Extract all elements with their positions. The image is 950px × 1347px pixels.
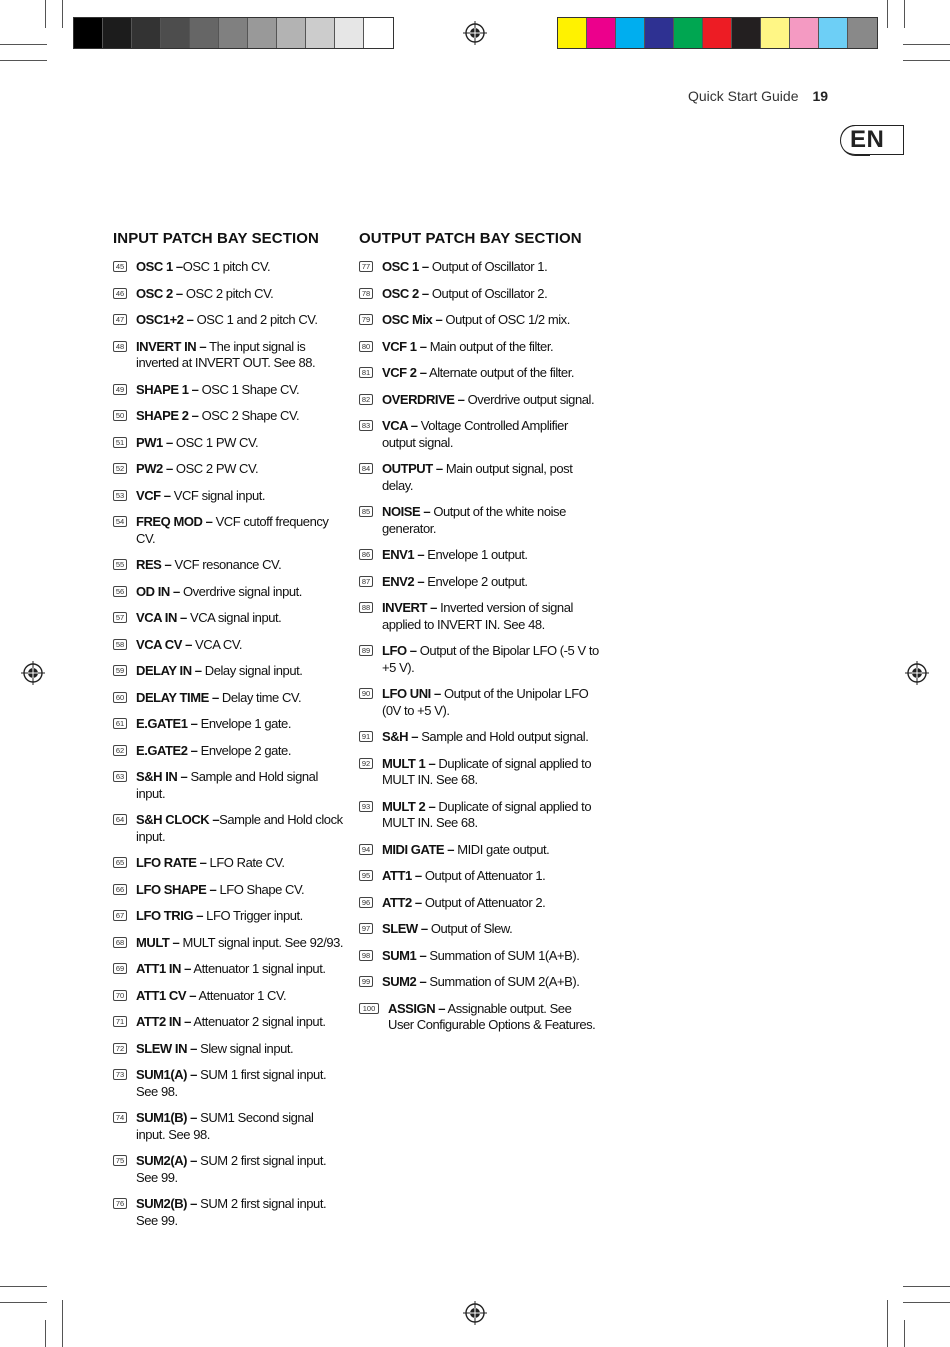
item-term: DELAY TIME – <box>136 689 219 705</box>
section-heading: OUTPUT PATCH BAY SECTION <box>359 230 582 247</box>
item-number-badge: 77 <box>359 261 373 272</box>
calibration-swatch <box>219 18 248 48</box>
item-number-badge: 45 <box>113 261 127 272</box>
crop-mark <box>62 1300 63 1347</box>
item-number-badge: 82 <box>359 394 373 405</box>
item-number-badge: 98 <box>359 950 373 961</box>
item-number-badge: 79 <box>359 314 373 325</box>
item-description: VCA signal input. <box>186 610 282 625</box>
list-item <box>359 259 599 276</box>
list-item <box>359 948 599 965</box>
list-item <box>113 488 345 505</box>
item-number-badge: 92 <box>359 758 373 769</box>
item-description: MIDI gate output. <box>454 841 550 857</box>
item-description: Main output signal, post delay. <box>382 461 573 493</box>
item-number-badge: 60 <box>113 692 127 703</box>
item-term: OVERDRIVE – <box>382 391 465 407</box>
item-number-badge: 76 <box>113 1198 127 1209</box>
item-description: Attenuator 1 CV. <box>196 987 287 1003</box>
item-term: DELAY IN – <box>136 663 202 678</box>
item-term: VCA – <box>382 418 418 433</box>
crop-mark <box>0 1302 47 1303</box>
item-description: SUM 2 first signal input. See 99. <box>136 1196 327 1228</box>
crop-mark <box>903 1286 950 1287</box>
item-term: SUM1 – <box>382 947 427 963</box>
item-term: OSC1+2 – <box>136 312 194 327</box>
crop-mark <box>887 0 888 28</box>
list-item <box>113 637 345 654</box>
calibration-swatch <box>732 18 761 48</box>
list-item <box>359 547 599 564</box>
item-description: Attenuator 1 signal input. <box>190 961 326 976</box>
item-term: ATT2 IN – <box>136 1014 191 1029</box>
item-number-badge: 93 <box>359 801 373 812</box>
crop-mark <box>0 44 47 45</box>
crop-mark <box>904 1320 905 1347</box>
calibration-swatch <box>277 18 306 48</box>
list-item <box>113 812 345 845</box>
crop-mark <box>45 0 46 28</box>
item-term: LFO UNI – <box>382 686 441 701</box>
list-item <box>113 435 345 452</box>
item-number-badge: 71 <box>113 1016 127 1027</box>
item-number-badge: 46 <box>113 288 127 299</box>
calibration-swatch <box>74 18 103 48</box>
item-term: VCF 1 – <box>382 338 427 354</box>
item-term: OSC 1 – <box>382 259 429 274</box>
item-term: OSC 2 – <box>136 285 183 301</box>
list-item <box>359 600 599 633</box>
list-item <box>113 961 345 978</box>
item-description: Output of Oscillator 1. <box>428 259 548 274</box>
item-description: OSC 1 Shape CV. <box>198 381 300 397</box>
list-item <box>113 312 345 329</box>
calibration-swatch <box>161 18 190 48</box>
item-number-badge: 73 <box>113 1069 127 1080</box>
calibration-swatch <box>335 18 364 48</box>
item-description: Alternate output of the filter. <box>426 365 575 380</box>
item-term: SUM2 – <box>382 974 427 989</box>
item-description: Output of Attenuator 1. <box>421 868 546 883</box>
item-description: Assignable output. See User Configurable Options & Features. <box>388 1000 596 1032</box>
registration-mark-icon <box>463 21 487 45</box>
item-number-badge: 95 <box>359 870 373 881</box>
list-item <box>113 286 345 303</box>
calibration-swatch <box>190 18 219 48</box>
item-number-badge: 51 <box>113 437 127 448</box>
calibration-swatch <box>848 18 877 48</box>
item-term: MULT 2 – <box>382 798 436 814</box>
item-description: OSC 2 Shape CV. <box>198 408 300 423</box>
item-number-badge: 88 <box>359 602 373 613</box>
calibration-swatch <box>674 18 703 48</box>
item-number-badge: 89 <box>359 645 373 656</box>
input-patch-bay-column <box>113 230 345 1239</box>
item-term: ENV2 – <box>382 573 425 589</box>
item-description: Overdrive signal input. <box>179 583 302 599</box>
list-item <box>113 769 345 802</box>
item-term: RES – <box>136 557 172 572</box>
calibration-swatch <box>819 18 848 48</box>
item-term: PW2 – <box>136 461 173 476</box>
item-number-badge: 91 <box>359 731 373 742</box>
item-description: SUM 2 first signal input. See 99. <box>136 1153 327 1185</box>
item-term: SUM2(B) – <box>136 1196 197 1211</box>
list-item <box>359 643 599 676</box>
registration-mark-icon <box>21 661 45 685</box>
item-term: OSC Mix – <box>382 312 443 327</box>
calibration-swatch <box>558 18 587 48</box>
item-number-badge: 56 <box>113 586 127 597</box>
item-term: PW1 – <box>136 434 173 450</box>
grayscale-calibration-bar <box>73 17 394 49</box>
item-description: Envelope 2 output. <box>424 573 528 589</box>
item-description: VCA CV. <box>191 636 243 652</box>
item-term: SUM1(A) – <box>136 1067 197 1082</box>
item-description: Output of the white noise generator. <box>382 504 566 536</box>
item-term: S&H IN – <box>136 769 188 784</box>
list-item <box>113 1110 345 1143</box>
item-number-badge: 84 <box>359 463 373 474</box>
list-item <box>359 286 599 303</box>
item-term: ATT1 CV – <box>136 987 196 1003</box>
list-item <box>359 1001 599 1034</box>
item-number-badge: 70 <box>113 990 127 1001</box>
item-term: VCA IN – <box>136 610 187 625</box>
list-item <box>359 339 599 356</box>
list-item <box>113 1196 345 1229</box>
list-item <box>359 868 599 885</box>
list-item <box>113 690 345 707</box>
list-item <box>113 716 345 733</box>
item-description: SUM1 Second signal input. See 98. <box>136 1110 314 1142</box>
item-description: Sample and Hold clock input. <box>136 812 343 844</box>
list-item <box>359 504 599 537</box>
item-description: Output of Slew. <box>427 921 513 936</box>
item-description: VCF resonance CV. <box>171 557 282 572</box>
item-number-badge: 47 <box>113 314 127 325</box>
item-description: OSC 2 PW CV. <box>172 461 259 476</box>
list-item <box>113 339 345 372</box>
calibration-swatch <box>616 18 645 48</box>
item-number-badge: 66 <box>113 884 127 895</box>
item-description: MULT signal input. See 92/93. <box>179 934 344 950</box>
item-term: FREQ MOD – <box>136 514 213 529</box>
list-item <box>359 312 599 329</box>
item-term: SUM1(B) – <box>136 1110 197 1125</box>
output-patch-bay-column <box>359 230 599 1044</box>
item-description: Envelope 2 gate. <box>197 742 291 758</box>
page-number: 19 <box>812 88 829 104</box>
item-term: OSC 1 – <box>136 259 183 274</box>
calibration-swatch <box>103 18 132 48</box>
item-number-badge: 49 <box>113 384 127 395</box>
item-term: MIDI GATE – <box>382 841 455 857</box>
input-entry-list <box>113 259 345 1229</box>
item-term: MULT 1 – <box>382 755 436 771</box>
item-term: VCA CV – <box>136 636 192 652</box>
item-description: LFO Shape CV. <box>216 881 305 897</box>
item-description: Delay time CV. <box>218 689 302 705</box>
item-number-badge: 81 <box>359 367 373 378</box>
item-term: ATT2 – <box>382 894 422 910</box>
item-description: VCF cutoff frequency CV. <box>136 514 329 546</box>
calibration-swatch <box>790 18 819 48</box>
item-number-badge: 96 <box>359 897 373 908</box>
item-description: OSC 2 pitch CV. <box>182 285 274 301</box>
item-number-badge: 90 <box>359 688 373 699</box>
list-item <box>359 418 599 451</box>
guide-title: Quick Start Guide <box>688 88 799 104</box>
list-item <box>113 259 345 276</box>
item-description: Output of OSC 1/2 mix. <box>442 312 570 327</box>
item-description: VCF signal input. <box>170 487 266 503</box>
item-description: Sample and Hold signal input. <box>136 769 318 801</box>
item-term: LFO SHAPE – <box>136 881 217 897</box>
list-item <box>359 365 599 382</box>
item-term: S&H CLOCK – <box>136 812 220 827</box>
item-term: ASSIGN – <box>388 1000 446 1016</box>
item-number-badge: 80 <box>359 341 373 352</box>
item-description: Summation of SUM 2(A+B). <box>426 974 580 989</box>
list-item <box>113 557 345 574</box>
list-item <box>359 921 599 938</box>
item-term: SUM2(A) – <box>136 1153 197 1168</box>
list-item <box>113 514 345 547</box>
section-heading: INPUT PATCH BAY SECTION <box>113 230 319 247</box>
language-label: EN <box>850 126 885 153</box>
list-item <box>113 382 345 399</box>
item-term: INVERT – <box>382 600 437 615</box>
running-head <box>688 88 828 104</box>
item-number-badge: 63 <box>113 771 127 782</box>
item-term: NOISE – <box>382 504 431 519</box>
item-term: SLEW – <box>382 921 428 936</box>
list-item <box>359 842 599 859</box>
item-term: OUTPUT – <box>382 461 443 476</box>
item-number-badge: 100 <box>359 1003 379 1014</box>
list-item <box>113 584 345 601</box>
item-number-badge: 87 <box>359 576 373 587</box>
calibration-swatch <box>364 18 393 48</box>
item-description: Envelope 1 gate. <box>197 716 291 731</box>
list-item <box>359 461 599 494</box>
list-item <box>359 686 599 719</box>
list-item <box>113 855 345 872</box>
item-term: LFO TRIG – <box>136 908 204 923</box>
item-description: LFO Rate CV. <box>206 855 285 870</box>
item-number-badge: 55 <box>113 559 127 570</box>
item-term: ATT1 IN – <box>136 961 191 976</box>
calibration-swatch <box>587 18 616 48</box>
list-item <box>359 895 599 912</box>
item-term: S&H – <box>382 729 419 744</box>
list-item <box>359 574 599 591</box>
item-description: Output of Attenuator 2. <box>421 894 546 910</box>
language-tab <box>840 125 904 155</box>
crop-mark <box>0 1286 47 1287</box>
item-term: E.GATE2 – <box>136 742 198 758</box>
list-item <box>113 663 345 680</box>
item-description: Main output of the filter. <box>426 338 554 354</box>
item-term: VCF – <box>136 487 171 503</box>
list-item <box>113 1014 345 1031</box>
calibration-swatch <box>703 18 732 48</box>
item-number-badge: 75 <box>113 1155 127 1166</box>
item-number-badge: 86 <box>359 549 373 560</box>
item-description: The input signal is inverted at INVERT OUT. See 88. <box>136 338 316 370</box>
item-number-badge: 74 <box>113 1112 127 1123</box>
list-item <box>113 988 345 1005</box>
item-term: OSC 2 – <box>382 285 429 301</box>
item-term: LFO RATE – <box>136 855 207 870</box>
item-description: Slew signal input. <box>196 1040 294 1056</box>
crop-mark <box>62 0 63 28</box>
item-description: Output of Oscillator 2. <box>428 285 548 301</box>
item-description: Overdrive output signal. <box>464 391 595 407</box>
crop-mark <box>887 1300 888 1347</box>
item-number-badge: 85 <box>359 506 373 517</box>
item-number-badge: 78 <box>359 288 373 299</box>
item-number-badge: 48 <box>113 341 127 352</box>
crop-mark <box>903 44 950 45</box>
item-term: ENV1 – <box>382 547 425 562</box>
crop-mark <box>45 1320 46 1347</box>
item-number-badge: 68 <box>113 937 127 948</box>
calibration-swatch <box>132 18 161 48</box>
calibration-swatch <box>761 18 790 48</box>
list-item <box>113 882 345 899</box>
item-term: INVERT IN – <box>136 338 207 354</box>
item-term: LFO – <box>382 643 417 658</box>
registration-mark-icon <box>905 661 929 685</box>
list-item <box>359 392 599 409</box>
item-description: OSC 1 and 2 pitch CV. <box>193 312 318 327</box>
item-description: Attenuator 2 signal input. <box>190 1014 326 1029</box>
item-number-badge: 69 <box>113 963 127 974</box>
item-description: OSC 1 PW CV. <box>172 434 259 450</box>
item-description: Sample and Hold output signal. <box>418 729 589 744</box>
list-item <box>113 408 345 425</box>
item-description: Duplicate of signal applied to MULT IN. See 68. <box>382 798 592 830</box>
item-number-badge: 83 <box>359 420 373 431</box>
list-item <box>359 974 599 991</box>
crop-mark <box>0 60 47 61</box>
item-description: SUM 1 first signal input. See 98. <box>136 1067 327 1099</box>
item-number-badge: 67 <box>113 910 127 921</box>
item-description: Inverted version of signal applied to INVERT IN. See 48. <box>382 600 573 632</box>
list-item <box>113 743 345 760</box>
item-term: SHAPE 1 – <box>136 381 199 397</box>
item-number-badge: 72 <box>113 1043 127 1054</box>
item-description: Summation of SUM 1(A+B). <box>426 947 580 963</box>
item-number-badge: 50 <box>113 410 127 421</box>
calibration-swatch <box>306 18 335 48</box>
item-term: MULT – <box>136 934 180 950</box>
item-number-badge: 54 <box>113 516 127 527</box>
calibration-swatch <box>645 18 674 48</box>
item-term: SLEW IN – <box>136 1040 197 1056</box>
item-description: Envelope 1 output. <box>424 547 528 562</box>
list-item <box>113 461 345 478</box>
item-term: ATT1 – <box>382 868 422 883</box>
item-number-badge: 99 <box>359 976 373 987</box>
item-number-badge: 58 <box>113 639 127 650</box>
list-item <box>113 610 345 627</box>
item-description: Output of the Bipolar LFO (-5 V to +5 V). <box>382 643 599 675</box>
list-item <box>359 729 599 746</box>
item-number-badge: 97 <box>359 923 373 934</box>
crop-mark <box>904 0 905 28</box>
item-number-badge: 52 <box>113 463 127 474</box>
item-term: SHAPE 2 – <box>136 408 199 423</box>
item-description: Delay signal input. <box>201 663 303 678</box>
item-number-badge: 53 <box>113 490 127 501</box>
crop-mark <box>903 1302 950 1303</box>
list-item <box>113 908 345 925</box>
list-item <box>113 1067 345 1100</box>
item-description: Duplicate of signal applied to MULT IN. See 68. <box>382 755 592 787</box>
item-term: VCF 2 – <box>382 365 427 380</box>
item-description: LFO Trigger input. <box>203 908 303 923</box>
item-number-badge: 94 <box>359 844 373 855</box>
item-term: E.GATE1 – <box>136 716 198 731</box>
item-number-badge: 57 <box>113 612 127 623</box>
list-item <box>359 756 599 789</box>
list-item <box>113 935 345 952</box>
list-item <box>113 1153 345 1186</box>
item-number-badge: 62 <box>113 745 127 756</box>
item-number-badge: 61 <box>113 718 127 729</box>
list-item <box>359 799 599 832</box>
item-number-badge: 65 <box>113 857 127 868</box>
output-entry-list <box>359 259 599 1034</box>
item-term: OD IN – <box>136 583 180 599</box>
registration-mark-icon <box>463 1301 487 1325</box>
item-number-badge: 59 <box>113 665 127 676</box>
color-calibration-bar <box>557 17 878 49</box>
item-description: Voltage Controlled Amplifier output signal. <box>382 418 568 450</box>
calibration-swatch <box>248 18 277 48</box>
item-description: Output of the Unipolar LFO (0V to +5 V). <box>382 686 589 718</box>
item-description: OSC 1 pitch CV. <box>182 259 271 274</box>
crop-mark <box>903 60 950 61</box>
list-item <box>113 1041 345 1058</box>
item-number-badge: 64 <box>113 814 127 825</box>
